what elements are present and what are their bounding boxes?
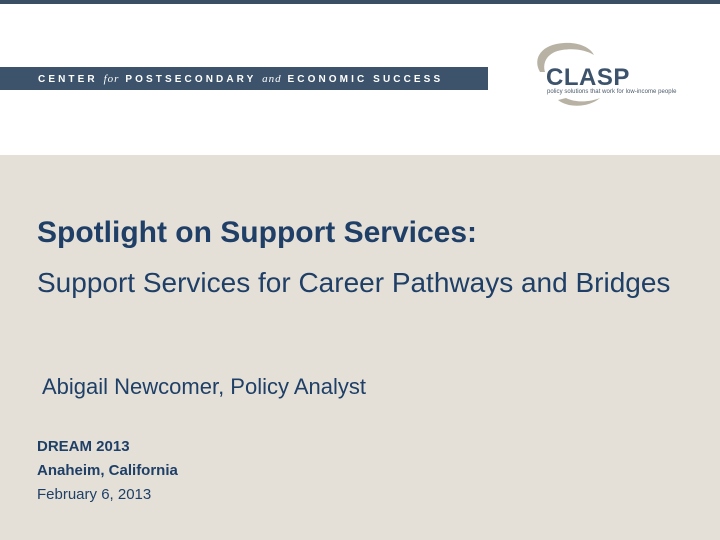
presenter-line: Abigail Newcomer, Policy Analyst	[42, 374, 367, 399]
band-word-economic-success: ECONOMIC SUCCESS	[287, 73, 444, 85]
slide-subtitle: Support Services for Career Pathways and Bridges	[37, 267, 671, 298]
header-band-text	[38, 73, 443, 85]
band-word-center: CENTER	[38, 73, 98, 85]
event-info	[37, 435, 178, 507]
clasp-logo	[528, 38, 698, 110]
slide-title: Spotlight on Support Services:	[37, 216, 478, 249]
header-band	[0, 67, 488, 90]
band-word-and: and	[262, 72, 282, 85]
top-rule	[0, 0, 720, 4]
band-word-for: for	[103, 72, 120, 85]
event-date: February 6, 2013	[37, 486, 152, 503]
band-word-postsecondary: POSTSECONDARY	[125, 73, 257, 85]
event-name: DREAM 2013	[37, 438, 130, 455]
logo-tagline: policy solutions that work for low-income people	[547, 89, 677, 95]
event-location: Anaheim, California	[37, 462, 178, 479]
logo-wordmark: CLASP	[546, 64, 630, 91]
